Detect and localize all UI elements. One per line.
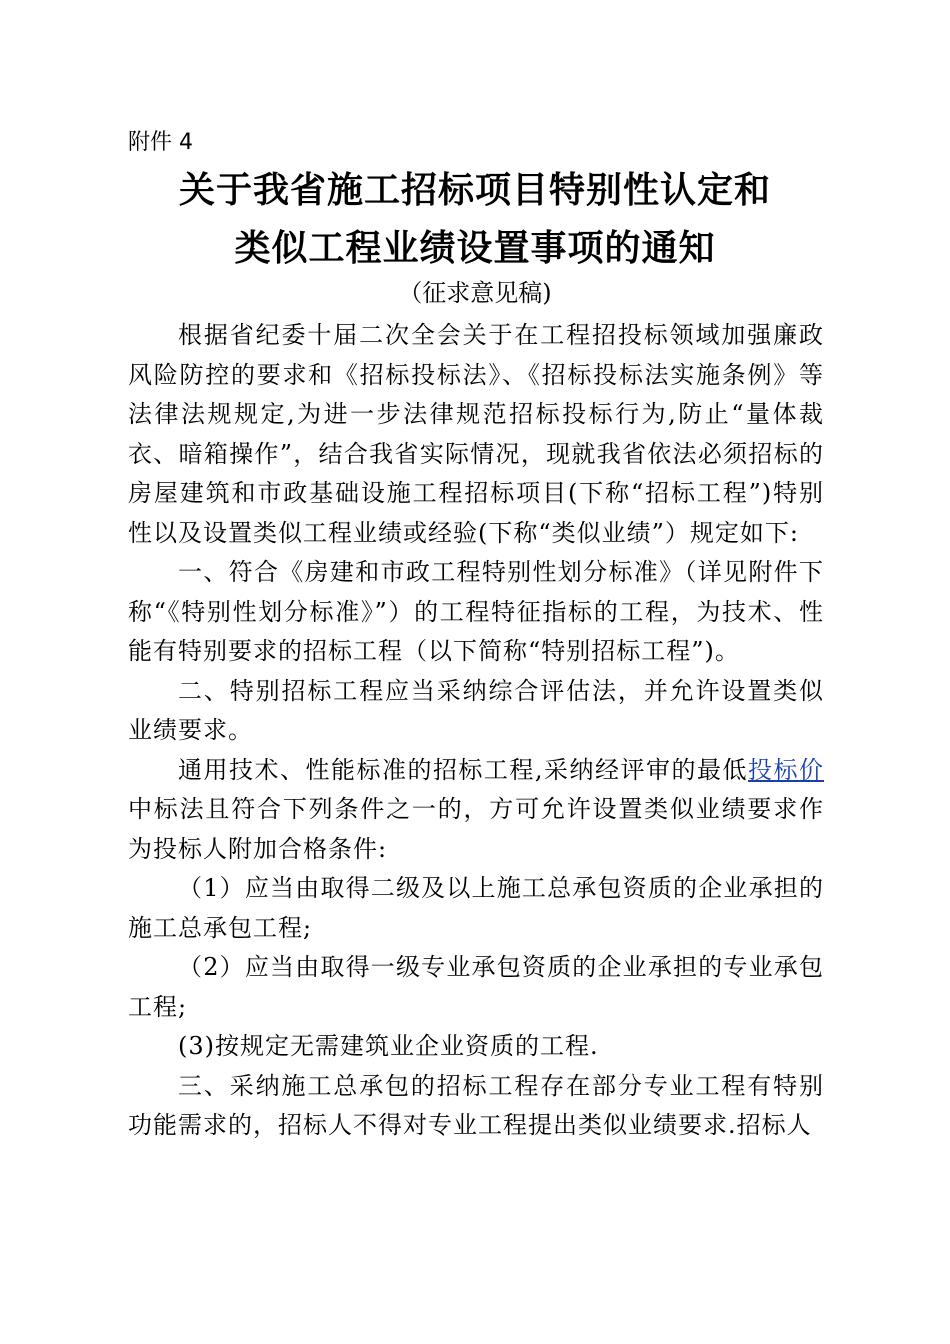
document-title-line-1: 关于我省施工招标项目特别性认定和 [178,169,771,211]
paragraph-general-projects [128,751,824,870]
condition-3: (3)按规定无需建筑业企业资质的工程. [178,1032,599,1060]
paragraph-item-3: 三、采纳施工总承包的招标工程存在部分专业工程有特别功能需求的，招标人不得对专业工程提出类似业绩要求.招标人 [128,1071,824,1139]
document-body [128,316,824,1146]
paragraph-intro: 根据省纪委十届二次全会关于在工程招投标领域加强廉政风险防控的要求和《招标投标法》、《招标投标法实施条例》等法律法规规定,为进一步法律规范招标投标行为,防止“量体裁衣、暗箱操作”，结合我省实际情况，现就我省依法必须招标的房屋建筑和市政基础设施工程招标项目(下称“招标工程”)特别性以及设置类似工程业绩或经验(下称“类似业绩”）规定如下: [128,321,824,547]
bid-price-link[interactable]: 投标价 [748,755,824,784]
attachment-label: 附件 4 [128,130,193,155]
paragraph-item-2: 二、特别招标工程应当采纳综合评估法，并允许设置类似业绩要求。 [128,676,824,744]
paragraph-item-1: 一、符合《房建和市政工程特别性划分标准》（详见附件下称“《特别性划分标准》”）的工程特征指标的工程，为技术、性能有特别要求的招标工程（以下简称“特别招标工程”)。 [128,558,824,665]
condition-2: （2）应当由取得一级专业承包资质的企业承担的专业承包工程; [128,953,824,1021]
document-subtitle: （征求意见稿) [398,279,552,307]
document-title-line-2: 类似工程业绩设置事项的通知 [234,227,716,269]
paragraph-text: 通用技术、性能标准的招标工程,采纳经评审的最低 [178,755,748,784]
condition-1: （1）应当由取得二级及以上施工总承包资质的企业承担的施工总承包工程; [128,874,824,942]
paragraph-text: 中标法且符合下列条件之一的，方可允许设置类似业绩要求作为投标人附加合格条件: [128,795,824,863]
